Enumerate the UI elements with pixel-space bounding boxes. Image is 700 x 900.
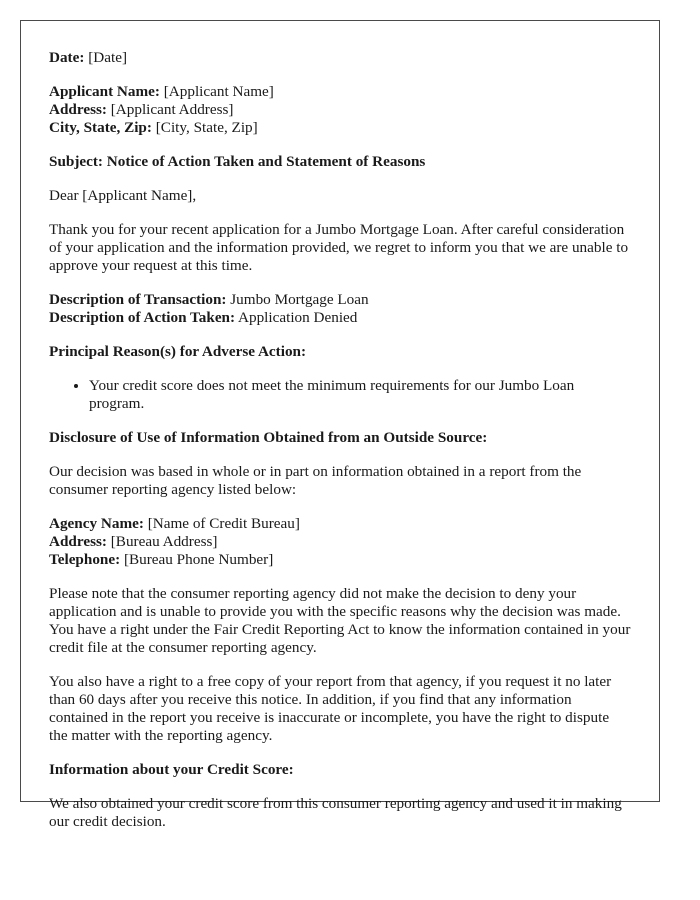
subject-text: Subject: Notice of Action Taken and Statement of Reasons xyxy=(49,153,426,170)
free-copy-rights-paragraph: You also have a right to a free copy of your report from that agency, if you request it no later than 60 days after you receive this notice. In addition, if you find that any information contained in the report you receive is inaccurate or incomplete, you have the right to dispute the matter with the reporting agency. xyxy=(49,673,612,744)
applicant-name-label: Applicant Name: xyxy=(49,83,160,100)
agency-block xyxy=(49,515,631,569)
applicant-address-label: Address: xyxy=(49,101,107,118)
reasons-heading-text: Principal Reason(s) for Adverse Action: xyxy=(49,343,307,360)
action-taken-label: Description of Action Taken: xyxy=(49,309,236,326)
transaction-description-value: Jumbo Mortgage Loan xyxy=(230,291,369,308)
agency-name-label: Agency Name: xyxy=(49,515,144,532)
reasons-heading xyxy=(49,343,631,361)
letter-content xyxy=(21,21,659,831)
reasons-list xyxy=(49,377,631,413)
date-value: [Date] xyxy=(88,49,128,66)
agency-name-value: [Name of Credit Bureau] xyxy=(147,515,300,532)
intro-paragraph: Thank you for your recent application for a Jumbo Mortgage Loan. After careful consideration of your application and the information provided, we regret to inform you that we are unable to approve your request at this time. xyxy=(49,221,629,274)
agency-phone-line xyxy=(49,551,631,569)
credit-score-heading-text: Information about your Credit Score: xyxy=(49,761,294,778)
fcra-note-paragraph: Please note that the consumer reporting agency did not make the decision to deny your application and is unable to provide you with the specific reasons why the decision was made. You have a right under the Fair Credit Reporting Act to know the information contained in your credit file at the consumer reporting agency. xyxy=(49,585,631,656)
disclosure-heading xyxy=(49,429,631,447)
date-line xyxy=(49,49,631,67)
applicant-city-value: [City, State, Zip] xyxy=(155,119,258,136)
disclosure-paragraph: Our decision was based in whole or in part on information obtained in a report from the consumer reporting agency listed below: xyxy=(49,463,582,498)
agency-phone-label: Telephone: xyxy=(49,551,121,568)
greeting: Dear [Applicant Name], xyxy=(49,187,197,204)
agency-name-line xyxy=(49,515,631,533)
subject-line xyxy=(49,153,631,171)
disclosure-heading-text: Disclosure of Use of Information Obtained from an Outside Source: xyxy=(49,429,488,446)
applicant-city-line xyxy=(49,119,631,137)
credit-score-heading xyxy=(49,761,631,779)
agency-address-value: [Bureau Address] xyxy=(110,533,218,550)
agency-address-line xyxy=(49,533,631,551)
applicant-name-value: [Applicant Name] xyxy=(163,83,274,100)
applicant-name-line xyxy=(49,83,631,101)
applicant-city-label: City, State, Zip: xyxy=(49,119,152,136)
applicant-address-line xyxy=(49,101,631,119)
transaction-description-line xyxy=(49,291,631,309)
transaction-description-label: Description of Transaction: xyxy=(49,291,227,308)
reason-item: • Your credit score does not meet the minimum requirements for our Jumbo Loan program. xyxy=(89,377,631,413)
agency-phone-value: [Bureau Phone Number] xyxy=(123,551,274,568)
credit-score-paragraph: We also obtained your credit score from this consumer reporting agency and used it in making our credit decision. xyxy=(49,795,622,830)
transaction-block xyxy=(49,291,631,327)
action-taken-line xyxy=(49,309,631,327)
letter-page xyxy=(20,20,660,830)
applicant-block xyxy=(49,83,631,137)
action-taken-value: Application Denied xyxy=(238,309,358,326)
date-label: Date: xyxy=(49,49,85,66)
applicant-address-value: [Applicant Address] xyxy=(110,101,234,118)
agency-address-label: Address: xyxy=(49,533,107,550)
